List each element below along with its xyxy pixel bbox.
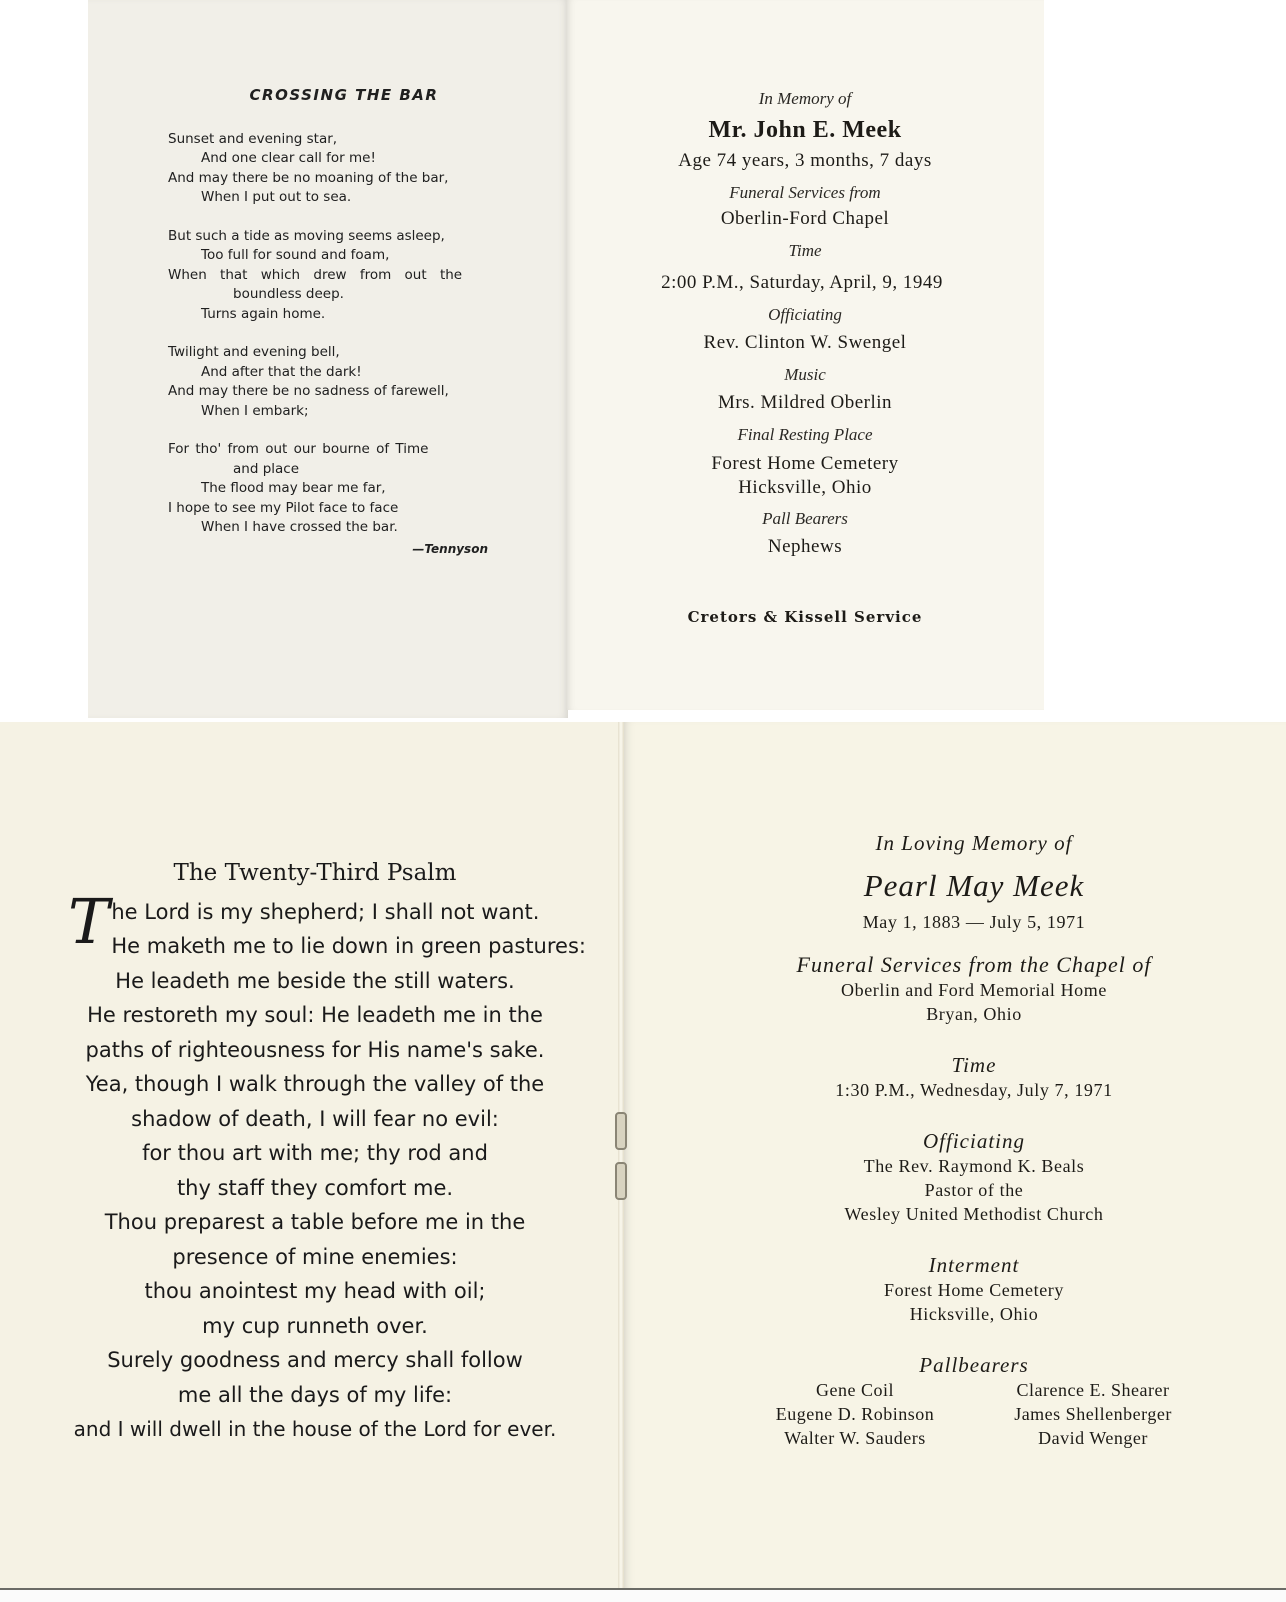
psalm-title: The Twenty-Third Psalm bbox=[173, 860, 457, 886]
pallbearer-name: Gene Coil bbox=[816, 1380, 894, 1400]
time-label: Time bbox=[788, 241, 822, 260]
pallbearer-name: James Shellenberger bbox=[1014, 1404, 1172, 1424]
officiant: Rev. Clinton W. Swengel bbox=[703, 332, 907, 353]
poem-line: boundless deep. bbox=[233, 286, 344, 302]
psalm-line: thy staff they comfort me. bbox=[176, 1175, 454, 1200]
poem-line: When I put out to sea. bbox=[201, 189, 352, 205]
poem-author: —Tennyson bbox=[412, 541, 488, 556]
psalm-line: Surely goodness and mercy shall follow bbox=[107, 1348, 523, 1372]
services-city: Bryan, Ohio bbox=[926, 1004, 1022, 1024]
psalm-line: me all the days of my life: bbox=[177, 1382, 453, 1407]
services-label: Funeral Services from bbox=[729, 183, 881, 202]
pallbearer-name: David Wenger bbox=[1038, 1428, 1148, 1448]
music-label: Music bbox=[784, 365, 826, 384]
officiant-title: Pastor of the bbox=[924, 1180, 1024, 1200]
psalm-line: for thou art with me; thy rod and bbox=[142, 1141, 488, 1165]
poem-line: I hope to see my Pilot face to face bbox=[168, 499, 399, 516]
pearl-meek-details bbox=[740, 830, 1208, 1450]
officiant: The Rev. Raymond K. Beals bbox=[863, 1156, 1085, 1176]
poem-stanza bbox=[168, 440, 488, 538]
poem-stanza bbox=[168, 227, 488, 325]
poem-line: But such a tide as moving seems asleep, bbox=[168, 227, 445, 244]
pallbearers-list bbox=[740, 1378, 1208, 1450]
poem-line: Sunset and evening star, bbox=[168, 130, 338, 147]
psalm-line: shadow of death, I will fear no evil: bbox=[131, 1106, 499, 1131]
poem-stanza bbox=[168, 130, 488, 208]
deceased-name: Pearl May Meek bbox=[863, 868, 1085, 903]
poem-line: Twilight and evening bell, bbox=[168, 344, 340, 360]
services-location: Oberlin-Ford Chapel bbox=[720, 208, 890, 229]
deceased-name: Mr. John E. Meek bbox=[708, 117, 902, 143]
funeral-home-credit: Cretors & Kissell Service bbox=[687, 608, 923, 626]
poem-stanza bbox=[168, 343, 488, 421]
services-location: Oberlin and Ford Memorial Home bbox=[841, 980, 1107, 1000]
poem-line: When I embark; bbox=[201, 402, 309, 419]
pall-bearers-label: Pall Bearers bbox=[762, 509, 848, 528]
pallbearer-name: Clarence E. Shearer bbox=[1016, 1380, 1170, 1400]
officiating-label: Officiating bbox=[768, 305, 842, 324]
john-meek-details bbox=[566, 88, 1044, 626]
psalm-line: paths of righteousness for His name's sake. bbox=[85, 1037, 545, 1062]
psalm bbox=[60, 856, 586, 1447]
poem bbox=[168, 86, 488, 559]
in-memory-label: In Memory of bbox=[758, 89, 852, 108]
in-loving-memory-label: In Loving Memory of bbox=[875, 831, 1073, 855]
time-label: Time bbox=[951, 1053, 997, 1077]
psalm-line: He restoreth my soul: He leadeth me in the bbox=[87, 1003, 543, 1027]
officiant-church: Wesley United Methodist Church bbox=[844, 1204, 1104, 1224]
poem-line: For tho' from out our bourne of Time bbox=[168, 441, 429, 457]
poem-line: When that which drew from out the bbox=[168, 266, 463, 283]
psalm-line: and I will dwell in the house of the Lord for ever. bbox=[73, 1417, 557, 1441]
poem-line: And may there be no sadness of farewell, bbox=[168, 383, 449, 399]
officiating-label: Officiating bbox=[923, 1129, 1025, 1153]
musician: Mrs. Mildred Oberlin bbox=[717, 392, 893, 413]
interment-label: Interment bbox=[928, 1253, 1020, 1277]
services-label: Funeral Services from the Chapel of bbox=[796, 952, 1152, 977]
psalm-line: He leadeth me beside the still waters. bbox=[115, 968, 515, 993]
psalm-line: Yea, though I walk through the valley of the bbox=[85, 1072, 545, 1096]
psalm-line: he Lord is my shepherd; I shall not want. bbox=[111, 899, 540, 924]
pallbearers-label: Pallbearers bbox=[919, 1353, 1029, 1377]
psalm-line: He maketh me to lie down in green pastures: bbox=[111, 934, 586, 958]
poem-line: The flood may bear me far, bbox=[201, 480, 386, 496]
poem-line: And after that the dark! bbox=[201, 363, 362, 380]
psalm-line: thou anointest my head with oil; bbox=[144, 1279, 486, 1303]
cemetery-location: Hicksville, Ohio bbox=[909, 1304, 1039, 1324]
poem-line: When I have crossed the bar. bbox=[201, 519, 398, 535]
psalm-line: my cup runneth over. bbox=[202, 1313, 428, 1338]
poem-line: And one clear call for me! bbox=[201, 150, 376, 166]
poem-line: Too full for sound and foam, bbox=[201, 247, 390, 263]
life-dates: May 1, 1883 — July 5, 1971 bbox=[862, 912, 1086, 932]
service-time: 1:30 P.M., Wednesday, July 7, 1971 bbox=[835, 1080, 1113, 1100]
poem-line: Turns again home. bbox=[201, 305, 326, 322]
age: Age 74 years, 3 months, 7 days bbox=[678, 150, 932, 171]
pallbearer-name: Walter W. Sauders bbox=[784, 1428, 926, 1448]
resting-place-label: Final Resting Place bbox=[737, 425, 873, 444]
staple-icon bbox=[615, 1112, 627, 1150]
pallbearer-name: Eugene D. Robinson bbox=[775, 1404, 935, 1424]
pall-bearers: Nephews bbox=[767, 536, 843, 557]
cemetery: Forest Home Cemetery bbox=[884, 1280, 1064, 1300]
cemetery: Forest Home Cemetery bbox=[711, 453, 899, 474]
booklet-fold bbox=[618, 722, 624, 1590]
service-time: 2:00 P.M., Saturday, April, 9, 1949 bbox=[661, 272, 943, 293]
staple-icon bbox=[615, 1162, 627, 1200]
psalm-line: Thou preparest a table before me in the bbox=[104, 1210, 526, 1234]
poem-line: and place bbox=[233, 460, 300, 477]
poem-line: And may there be no moaning of the bar, bbox=[168, 169, 449, 186]
cemetery-location: Hicksville, Ohio bbox=[738, 477, 872, 498]
poem-title: CROSSING THE BAR bbox=[249, 86, 439, 104]
psalm-dropcap: T bbox=[68, 884, 110, 958]
psalm-line: presence of mine enemies: bbox=[172, 1244, 458, 1269]
